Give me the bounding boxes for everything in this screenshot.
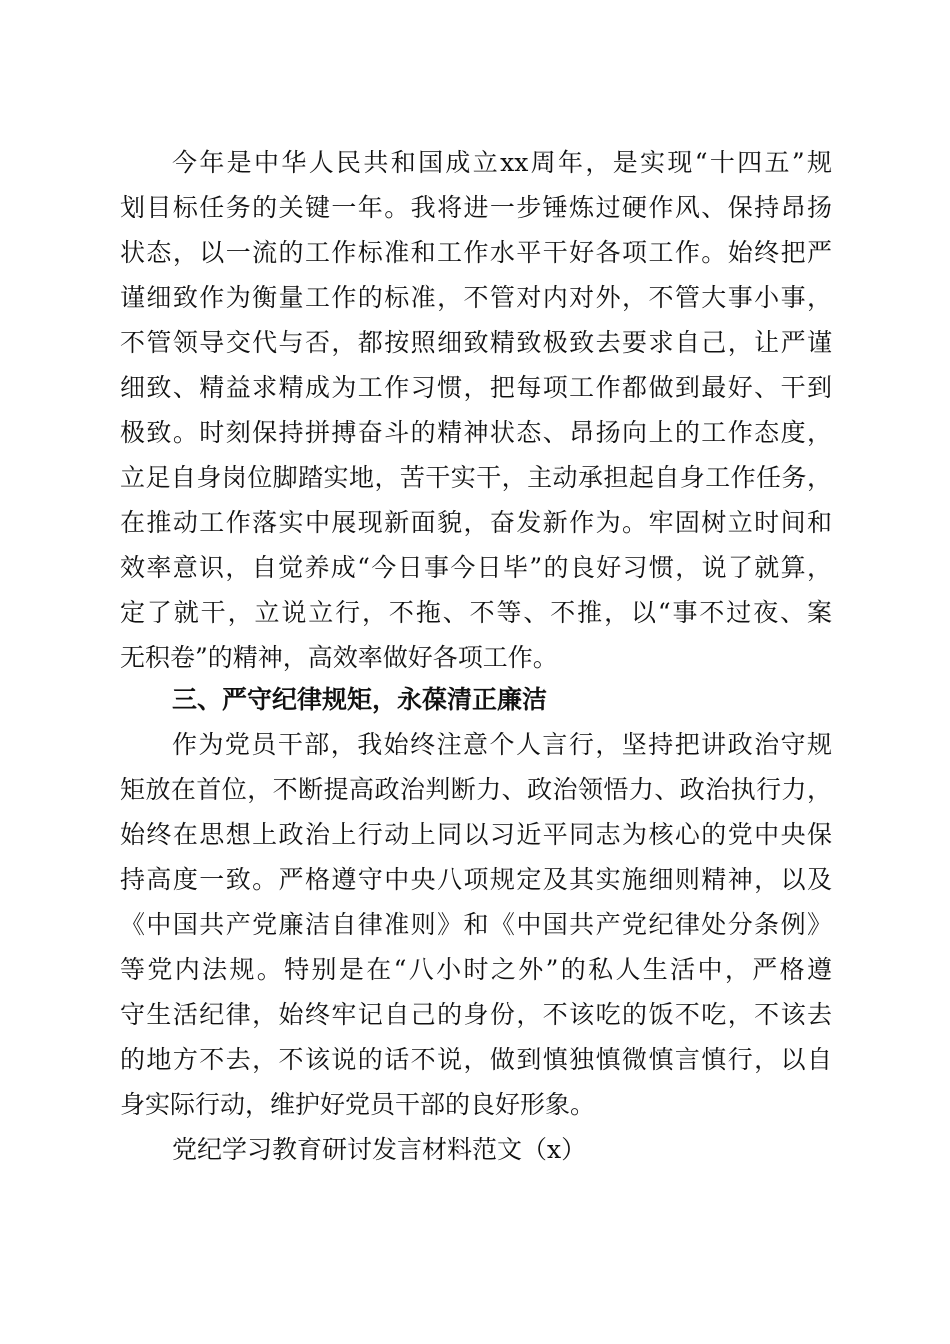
paragraph-line: 状态，以一流的工作标准和工作水平干好各项工作。始终把严	[120, 238, 832, 267]
paragraph-line: 不管领导交代与否，都按照细致精致极致去要求自己，让严谨	[120, 328, 832, 357]
paragraph-line: 守生活纪律，始终牢记自己的身份，不该吃的饭不吃，不该去	[120, 1000, 832, 1029]
paragraph-line: 无积卷”的精神，高效率做好各项工作。	[120, 643, 558, 672]
paragraph-line: 划目标任务的关键一年。我将进一步锤炼过硬作风、保持昂扬	[120, 193, 832, 222]
document-title-line: 党纪学习教育研讨发言材料范文（x）	[172, 1135, 587, 1164]
paragraph-line: 细致、精益求精成为工作习惯，把每项工作都做到最好、干到	[120, 373, 832, 402]
paragraph-line: 谨细致作为衡量工作的标准，不管对内对外，不管大事小事，	[120, 283, 832, 312]
paragraph-line: 《中国共产党廉洁自律准则》和《中国共产党纪律处分条例》	[120, 910, 832, 939]
paragraph-line: 立足自身岗位脚踏实地，苦干实干，主动承担起自身工作任务，	[120, 463, 832, 492]
paragraph-line: 在推动工作落实中展现新面貌，奋发新作为。牢固树立时间和	[120, 508, 832, 537]
paragraph-line: 极致。时刻保持拼搏奋斗的精神状态、昂扬向上的工作态度，	[120, 418, 832, 447]
paragraph-line: 的地方不去，不该说的话不说，做到慎独慎微慎言慎行，以自	[120, 1045, 832, 1074]
paragraph-line: 持高度一致。严格遵守中央八项规定及其实施细则精神，以及	[120, 865, 832, 894]
paragraph-line: 定了就干，立说立行，不拖、不等、不推，以“事不过夜、案	[120, 598, 832, 627]
section-heading: 三、严守纪律规矩，永葆清正廉洁	[172, 685, 548, 714]
paragraph-line: 始终在思想上政治上行动上同以习近平同志为核心的党中央保	[120, 820, 832, 849]
paragraph-line: 身实际行动，维护好党员干部的良好形象。	[120, 1090, 596, 1119]
paragraph-line: 效率意识，自觉养成“今日事今日毕”的良好习惯，说了就算，	[120, 553, 832, 582]
paragraph-line: 等党内法规。特别是在“八小时之外”的私人生活中，严格遵	[120, 955, 832, 984]
paragraph-line: 矩放在首位，不断提高政治判断力、政治领悟力、政治执行力，	[120, 775, 832, 804]
paragraph-line: 作为党员干部，我始终注意个人言行，坚持把讲政治守规	[172, 730, 832, 759]
paragraph-line: 今年是中华人民共和国成立xx周年，是实现“十四五”规	[172, 148, 832, 177]
